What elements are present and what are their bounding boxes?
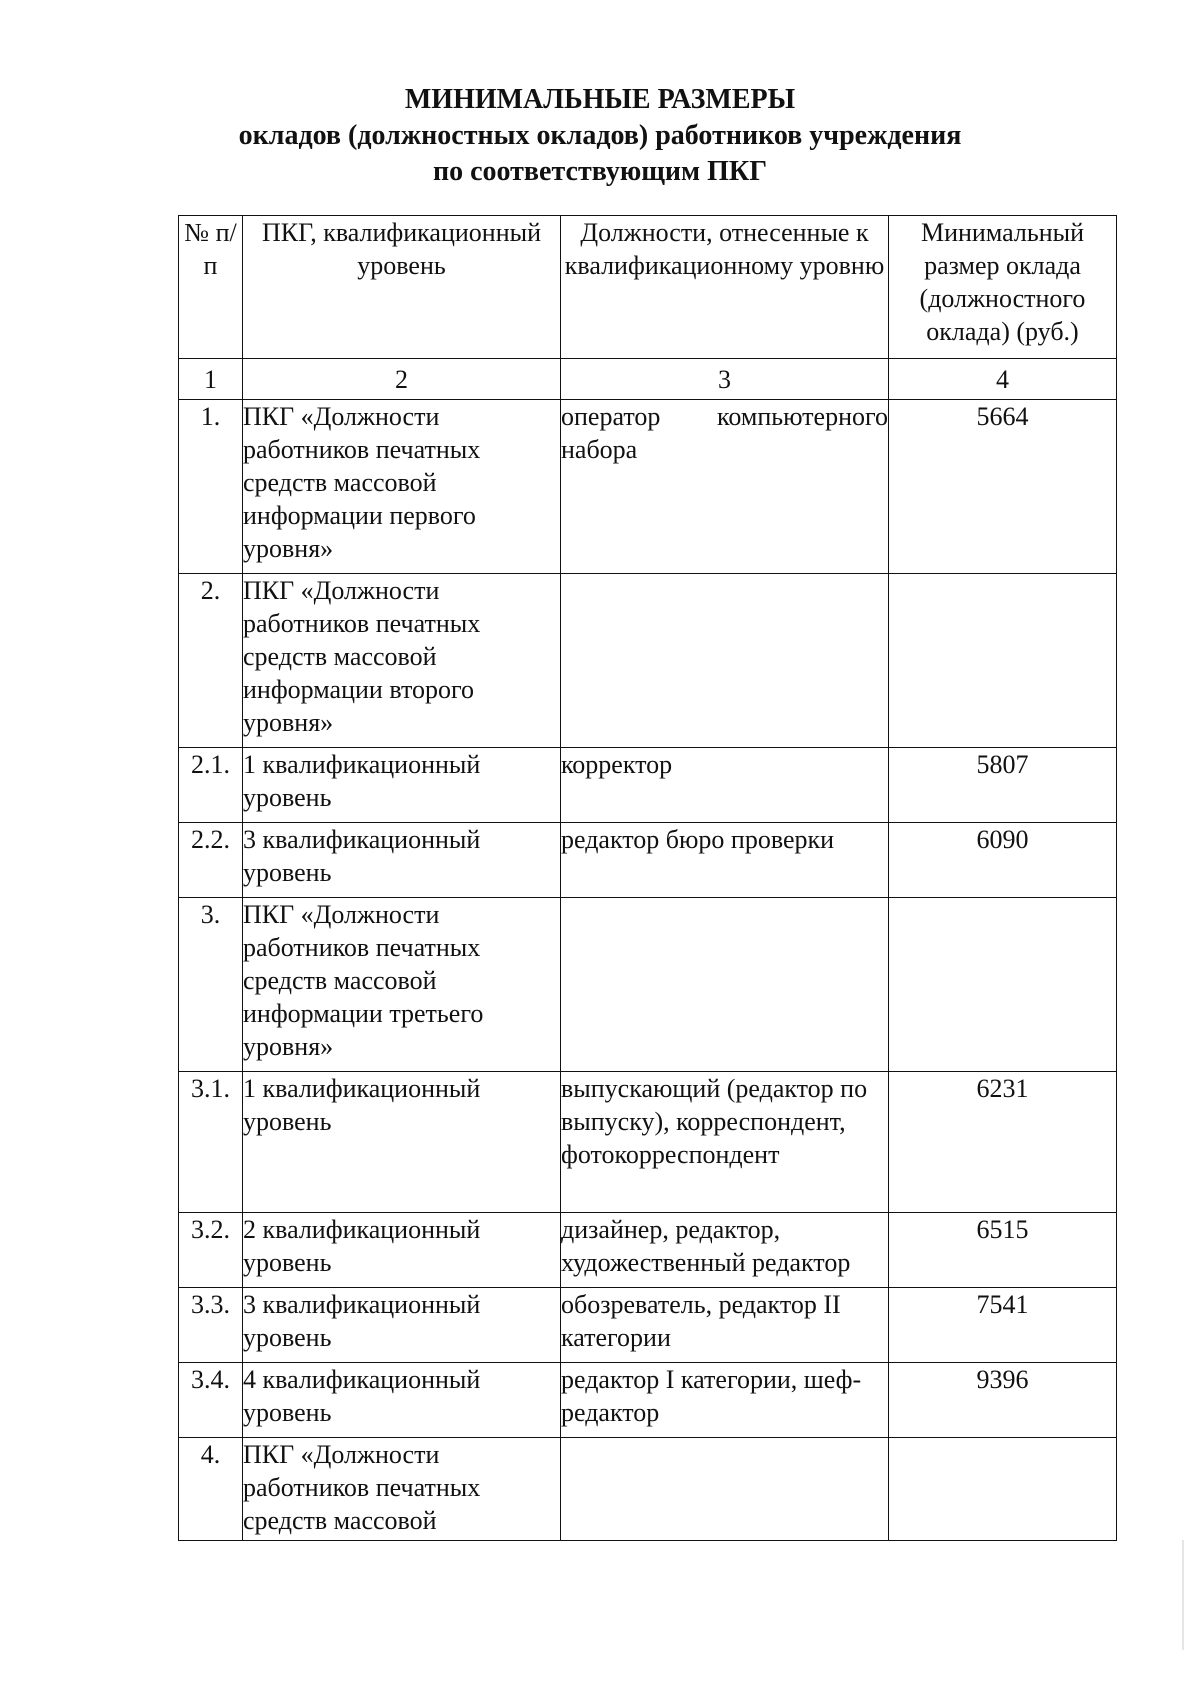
table-row	[179, 748, 1117, 823]
pkg-level: ПКГ «Должности работников печатных средств массовой информации третьего уровня»	[243, 898, 561, 1072]
pkg-level: 3 квалификационный уровень	[243, 823, 561, 898]
header-salary: Минимальный размер оклада (должностного оклада) (руб.)	[889, 216, 1117, 359]
pkg-level: 1 квалификационный уровень	[243, 1072, 561, 1213]
table-row	[179, 1363, 1117, 1438]
row-number: 3.1.	[179, 1072, 243, 1213]
header-row	[179, 216, 1117, 359]
title-line-1: МИНИМАЛЬНЫЕ РАЗМЕРЫ	[404, 84, 796, 115]
positions-line: оператор компьютерного	[561, 402, 888, 431]
column-number: 2	[243, 359, 561, 400]
salary: 7541	[889, 1288, 1117, 1363]
positions-line: набора	[561, 435, 638, 464]
pkg-level: 3 квалификационный уровень	[243, 1288, 561, 1363]
column-number: 1	[179, 359, 243, 400]
title-line-3: по соответствующим ПКГ	[432, 156, 768, 187]
column-number: 3	[561, 359, 889, 400]
table-row	[179, 823, 1117, 898]
scan-edge-mark	[1182, 1540, 1184, 1650]
salary: 5664	[889, 400, 1117, 574]
salary-table	[178, 215, 1117, 1541]
header-pkg: ПКГ, квалификационный уровень	[243, 216, 561, 359]
pkg-level: 4 квалификационный уровень	[243, 1363, 561, 1438]
header-number: № п/п	[179, 216, 243, 359]
salary	[889, 898, 1117, 1072]
positions: дизайнер, редактор, художественный редактор	[561, 1213, 889, 1288]
positions	[561, 574, 889, 748]
header-positions: Должности, отнесенные к квалификационному уровню	[561, 216, 889, 359]
positions: обозреватель, редактор II категории	[561, 1288, 889, 1363]
table-row	[179, 1072, 1117, 1213]
positions: выпускающий (редактор по выпуску), корреспондент, фотокорреспондент	[561, 1072, 889, 1213]
document-title	[0, 82, 1200, 190]
row-number: 3.3.	[179, 1288, 243, 1363]
salary: 5807	[889, 748, 1117, 823]
pkg-level: 1 квалификационный уровень	[243, 748, 561, 823]
row-number: 2.2.	[179, 823, 243, 898]
salary: 6231	[889, 1072, 1117, 1213]
row-number: 1.	[179, 400, 243, 574]
pkg-level: ПКГ «Должности работников печатных средств массовой информации первого уровня»	[243, 400, 561, 574]
salary: 6090	[889, 823, 1117, 898]
positions	[561, 898, 889, 1072]
positions	[561, 1438, 889, 1541]
pkg-level: 2 квалификационный уровень	[243, 1213, 561, 1288]
table-row	[179, 1213, 1117, 1288]
positions: редактор I категории, шеф-редактор	[561, 1363, 889, 1438]
salary	[889, 574, 1117, 748]
row-number: 3.4.	[179, 1363, 243, 1438]
positions: редактор бюро проверки	[561, 823, 889, 898]
row-number: 3.2.	[179, 1213, 243, 1288]
row-number: 4.	[179, 1438, 243, 1541]
table-row	[179, 1288, 1117, 1363]
positions	[561, 400, 889, 574]
table-row	[179, 1438, 1117, 1541]
salary	[889, 1438, 1117, 1541]
column-number-row	[179, 359, 1117, 400]
table-row	[179, 574, 1117, 748]
pkg-level: ПКГ «Должности работников печатных средств массовой	[243, 1438, 561, 1541]
row-number: 2.1.	[179, 748, 243, 823]
table-row	[179, 400, 1117, 574]
table-row	[179, 898, 1117, 1072]
row-number: 3.	[179, 898, 243, 1072]
row-number: 2.	[179, 574, 243, 748]
pkg-level: ПКГ «Должности работников печатных средств массовой информации второго уровня»	[243, 574, 561, 748]
positions: корректор	[561, 748, 889, 823]
title-line-2: окладов (должностных окладов) работников учреждения	[238, 120, 962, 151]
salary: 6515	[889, 1213, 1117, 1288]
salary: 9396	[889, 1363, 1117, 1438]
column-number: 4	[889, 359, 1117, 400]
